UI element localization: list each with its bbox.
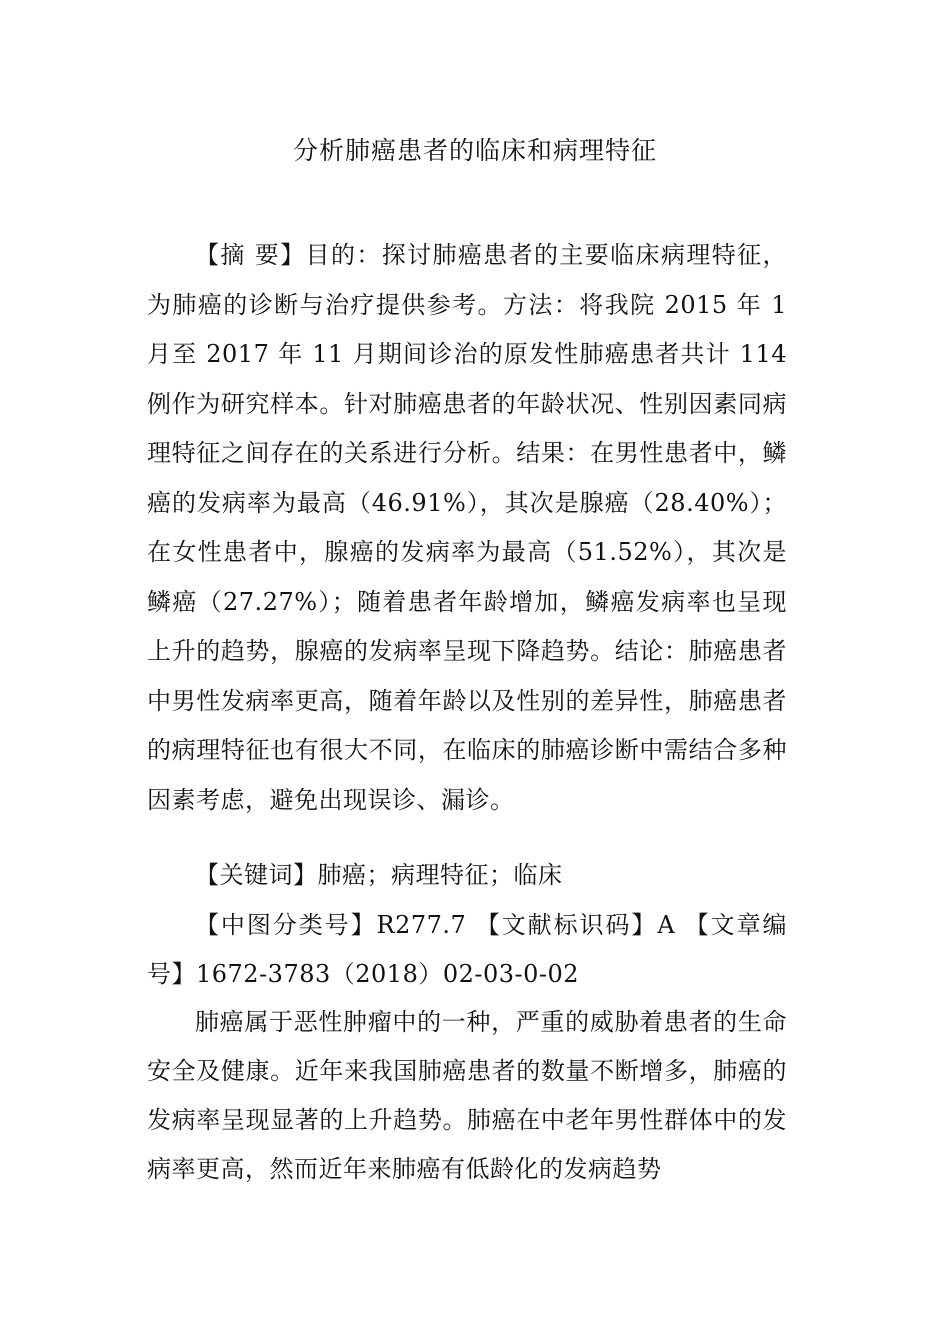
introduction-paragraph: 肺癌属于恶性肿瘤中的一种，严重的威胁着患者的生命安全及健康。近年来我国肺癌患者的数量不断增多，肺癌的发病率呈现显著的上升趋势。肺癌在中老年男性群体中的发病率更高，然而近年来肺癌有低龄化的发病趋势	[147, 1008, 787, 1183]
keywords-paragraph: 【关键词】肺癌；病理特征；临床	[195, 861, 563, 889]
abstract-section	[147, 231, 787, 825]
metadata-section	[147, 851, 787, 1000]
abstract-paragraph: 【摘 要】目的：探讨肺癌患者的主要临床病理特征，为肺癌的诊断与治疗提供参考。方法：将我院 2015 年 1 月至 2017 年 11 月期间诊治的原发性肺癌患者共计 114 例作为研究样本。针对肺癌患者的年龄状况、性别因素同病理特征之间存在的关系进行分析。结果：在男性患者中，鳞癌的发病率为最高（46.91%），其次是腺癌（28.40%）；在女性患者中，腺癌的发病率为最高（51.52%），其次是鳞癌（27.27%）；随着患者年龄增加，鳞癌发病率也呈现上升的趋势，腺癌的发病率呈现下降趋势。结论：肺癌患者中男性发病率更高，随着年龄以及性别的差异性，肺癌患者的病理特征也有很大不同，在临床的肺癌诊断中需结合多种因素考虑，避免出现误诊、漏诊。	[147, 241, 787, 814]
introduction-section	[147, 998, 787, 1194]
classification-paragraph: 【中图分类号】R277.7 【文献标识码】A 【文章编号】1672-3783（2018）02-03-0-02	[147, 910, 787, 988]
document-title: 分析肺癌患者的临床和病理特征	[292, 136, 657, 165]
